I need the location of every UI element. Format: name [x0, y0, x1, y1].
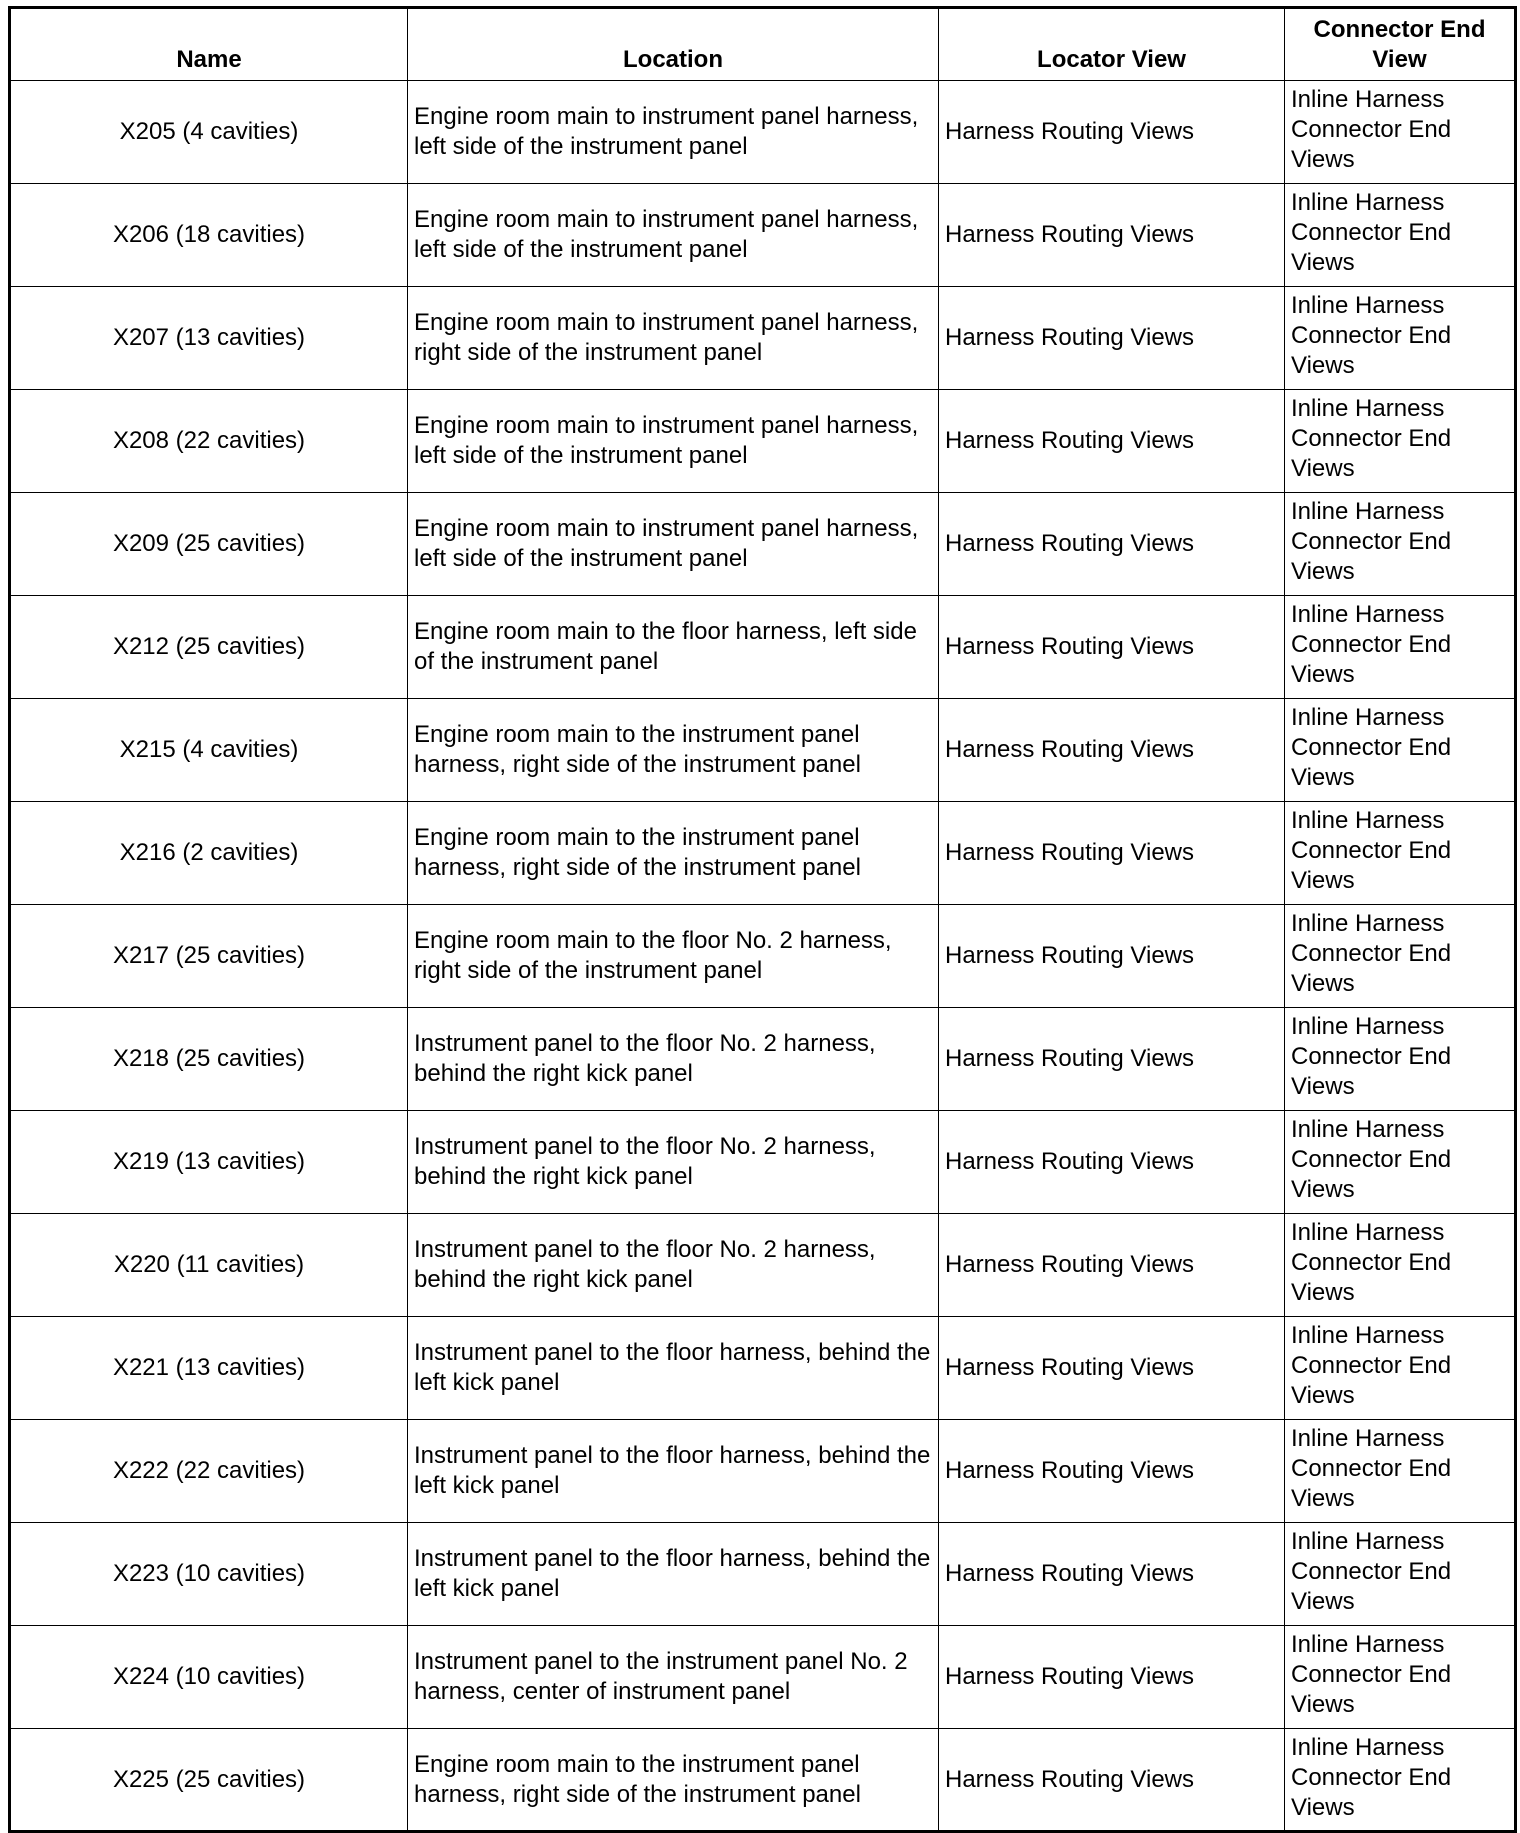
- locator-view-link: Harness Routing Views: [939, 1523, 1285, 1626]
- connector-location: Engine room main to instrument panel harness, left side of the instrument panel: [408, 184, 939, 287]
- locator-view-link: Harness Routing Views: [939, 81, 1285, 184]
- table-row: [10, 493, 1516, 596]
- table-row: [10, 1317, 1516, 1420]
- locator-view-link: Harness Routing Views: [939, 802, 1285, 905]
- table-row: [10, 596, 1516, 699]
- connector-name: X225 (25 cavities): [10, 1729, 408, 1832]
- connector-location: Engine room main to the instrument panel harness, right side of the instrument panel: [408, 1729, 939, 1832]
- connector-location: Engine room main to instrument panel harness, left side of the instrument panel: [408, 81, 939, 184]
- connector-location: Engine room main to the instrument panel harness, right side of the instrument panel: [408, 699, 939, 802]
- connector-end-view-link: Inline Harness Connector End Views: [1285, 287, 1516, 390]
- header-location: Location: [408, 8, 939, 81]
- table-row: [10, 905, 1516, 1008]
- connector-location: Instrument panel to the instrument panel No. 2 harness, center of instrument panel: [408, 1626, 939, 1729]
- header-name: Name: [10, 8, 408, 81]
- header-connector-end-view: Connector End View: [1285, 8, 1516, 81]
- connector-location: Instrument panel to the floor No. 2 harness, behind the right kick panel: [408, 1214, 939, 1317]
- locator-view-link: Harness Routing Views: [939, 596, 1285, 699]
- locator-view-link: Harness Routing Views: [939, 493, 1285, 596]
- connector-name: X219 (13 cavities): [10, 1111, 408, 1214]
- locator-view-link: Harness Routing Views: [939, 905, 1285, 1008]
- connector-location: Engine room main to instrument panel harness, right side of the instrument panel: [408, 287, 939, 390]
- connector-name: X208 (22 cavities): [10, 390, 408, 493]
- connector-end-view-link: Inline Harness Connector End Views: [1285, 596, 1516, 699]
- connector-name: X206 (18 cavities): [10, 184, 408, 287]
- connector-location: Instrument panel to the floor No. 2 harness, behind the right kick panel: [408, 1111, 939, 1214]
- locator-view-link: Harness Routing Views: [939, 1214, 1285, 1317]
- connector-end-view-link: Inline Harness Connector End Views: [1285, 699, 1516, 802]
- locator-view-link: Harness Routing Views: [939, 1420, 1285, 1523]
- connector-end-view-link: Inline Harness Connector End Views: [1285, 81, 1516, 184]
- connector-location: Instrument panel to the floor harness, behind the left kick panel: [408, 1317, 939, 1420]
- connector-location: Engine room main to instrument panel harness, left side of the instrument panel: [408, 493, 939, 596]
- locator-view-link: Harness Routing Views: [939, 1729, 1285, 1832]
- connector-location: Engine room main to the floor harness, left side of the instrument panel: [408, 596, 939, 699]
- table-row: [10, 81, 1516, 184]
- table-row: [10, 1523, 1516, 1626]
- connector-name: X220 (11 cavities): [10, 1214, 408, 1317]
- connector-end-view-link: Inline Harness Connector End Views: [1285, 1317, 1516, 1420]
- connector-name: X207 (13 cavities): [10, 287, 408, 390]
- table-row: [10, 287, 1516, 390]
- table-row: [10, 699, 1516, 802]
- table-row: [10, 802, 1516, 905]
- connector-end-view-link: Inline Harness Connector End Views: [1285, 493, 1516, 596]
- table-row: [10, 184, 1516, 287]
- connector-end-view-link: Inline Harness Connector End Views: [1285, 1729, 1516, 1832]
- locator-view-link: Harness Routing Views: [939, 184, 1285, 287]
- connector-location: Engine room main to the floor No. 2 harness, right side of the instrument panel: [408, 905, 939, 1008]
- connector-name: X222 (22 cavities): [10, 1420, 408, 1523]
- locator-view-link: Harness Routing Views: [939, 390, 1285, 493]
- connector-location: Instrument panel to the floor harness, behind the left kick panel: [408, 1523, 939, 1626]
- header-locator-view: Locator View: [939, 8, 1285, 81]
- table-row: [10, 1214, 1516, 1317]
- connector-name: X224 (10 cavities): [10, 1626, 408, 1729]
- connector-end-view-link: Inline Harness Connector End Views: [1285, 905, 1516, 1008]
- table-row: [10, 1420, 1516, 1523]
- locator-view-link: Harness Routing Views: [939, 699, 1285, 802]
- connector-end-view-link: Inline Harness Connector End Views: [1285, 1111, 1516, 1214]
- connector-end-view-link: Inline Harness Connector End Views: [1285, 184, 1516, 287]
- header-row: [10, 8, 1516, 81]
- connector-name: X217 (25 cavities): [10, 905, 408, 1008]
- connector-name: X212 (25 cavities): [10, 596, 408, 699]
- connector-end-view-link: Inline Harness Connector End Views: [1285, 1626, 1516, 1729]
- connector-end-view-link: Inline Harness Connector End Views: [1285, 390, 1516, 493]
- connector-end-view-link: Inline Harness Connector End Views: [1285, 1420, 1516, 1523]
- connector-end-view-link: Inline Harness Connector End Views: [1285, 1008, 1516, 1111]
- connector-table: [8, 6, 1517, 1833]
- connector-name: X209 (25 cavities): [10, 493, 408, 596]
- locator-view-link: Harness Routing Views: [939, 1008, 1285, 1111]
- connector-location: Instrument panel to the floor No. 2 harness, behind the right kick panel: [408, 1008, 939, 1111]
- table-row: [10, 1729, 1516, 1832]
- connector-name: X221 (13 cavities): [10, 1317, 408, 1420]
- connector-name: X216 (2 cavities): [10, 802, 408, 905]
- locator-view-link: Harness Routing Views: [939, 1317, 1285, 1420]
- locator-view-link: Harness Routing Views: [939, 1111, 1285, 1214]
- table-row: [10, 1008, 1516, 1111]
- connector-name: X223 (10 cavities): [10, 1523, 408, 1626]
- table-row: [10, 390, 1516, 493]
- table-row: [10, 1626, 1516, 1729]
- connector-end-view-link: Inline Harness Connector End Views: [1285, 1214, 1516, 1317]
- connector-location: Engine room main to instrument panel harness, left side of the instrument panel: [408, 390, 939, 493]
- table-body: [10, 81, 1516, 1832]
- connector-name: X215 (4 cavities): [10, 699, 408, 802]
- connector-name: X205 (4 cavities): [10, 81, 408, 184]
- connector-end-view-link: Inline Harness Connector End Views: [1285, 802, 1516, 905]
- table-row: [10, 1111, 1516, 1214]
- connector-end-view-link: Inline Harness Connector End Views: [1285, 1523, 1516, 1626]
- connector-location: Engine room main to the instrument panel harness, right side of the instrument panel: [408, 802, 939, 905]
- connector-location: Instrument panel to the floor harness, behind the left kick panel: [408, 1420, 939, 1523]
- locator-view-link: Harness Routing Views: [939, 1626, 1285, 1729]
- locator-view-link: Harness Routing Views: [939, 287, 1285, 390]
- connector-name: X218 (25 cavities): [10, 1008, 408, 1111]
